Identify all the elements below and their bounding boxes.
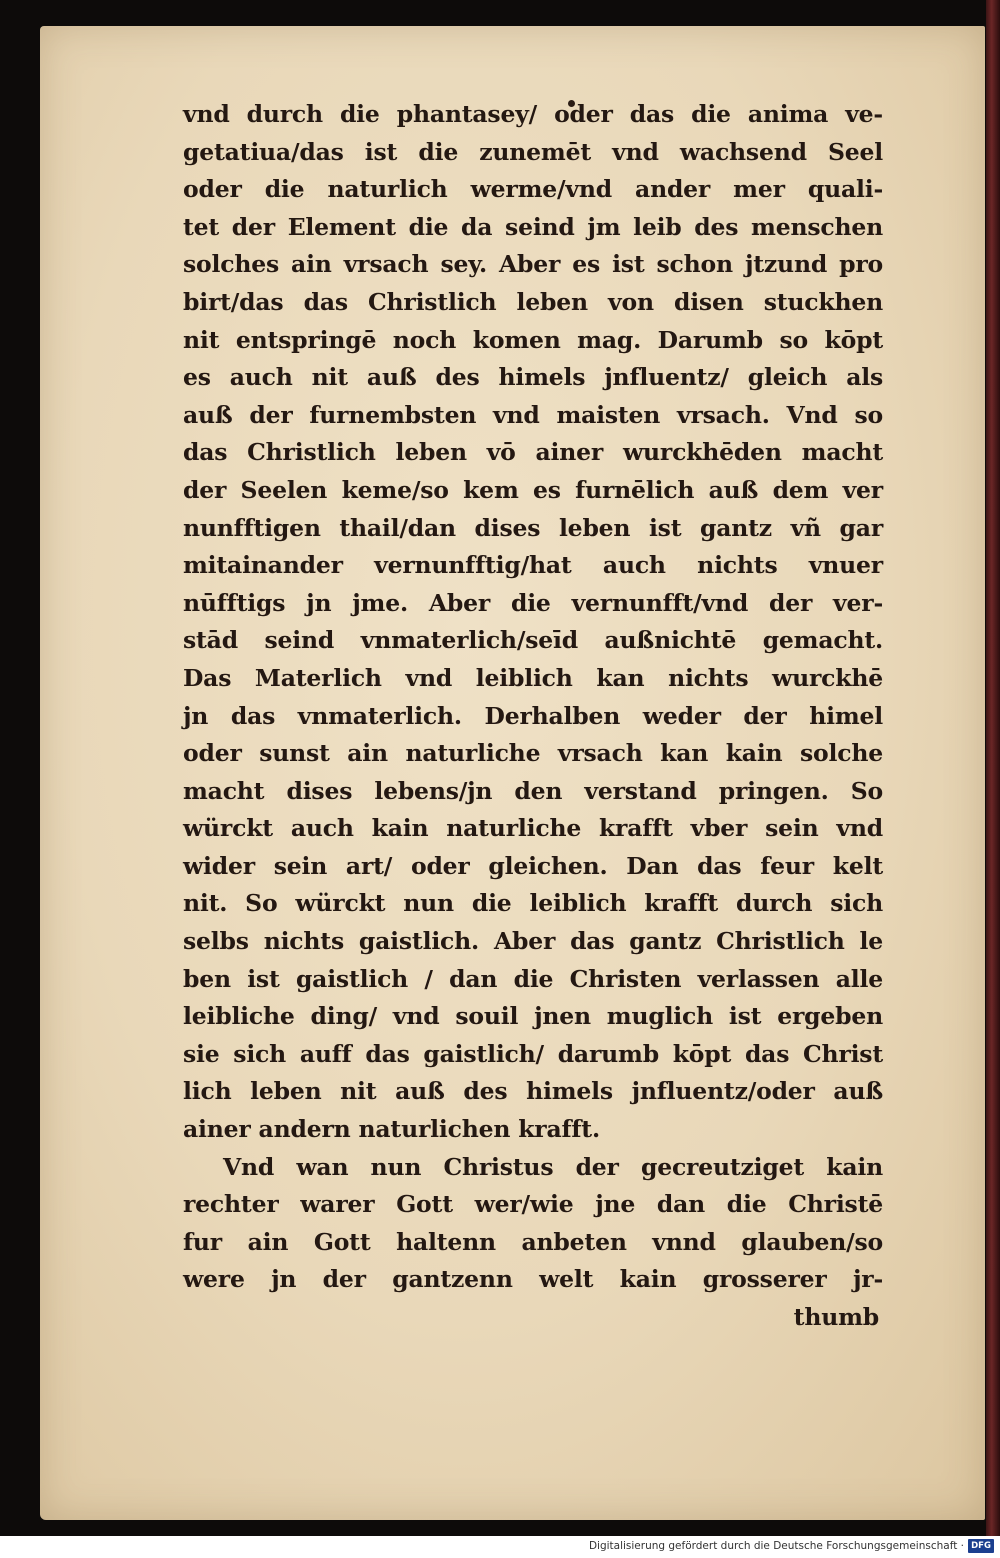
text-line: das Christlich leben vō ainer wurckhēden macht xyxy=(183,438,883,467)
text-line: selbs nichts gaistlich. Aber das gantz Christlich le xyxy=(183,927,883,956)
text-line: nunfftigen thail/dan dises leben ist gantz vñ gar xyxy=(183,513,883,542)
paragraph-start-line: Vnd wan nun Christus der gecreutziget kain xyxy=(223,1152,883,1181)
text-line: tet der Element die da seind jm leib des menschen xyxy=(183,212,883,241)
funding-credit: Digitalisierung gefördert durch die Deutsche Forschungsgemeinschaft · xyxy=(588,1540,964,1552)
text-line: stād seind vnmaterlich/seīd außnichtē gemacht. xyxy=(183,626,883,655)
book-binding-edge xyxy=(986,0,1000,1536)
text-line: vnd durch die phantasey/ oder das die anima ve- xyxy=(183,100,883,128)
text-line: oder sunst ain naturliche vrsach kan kain solche xyxy=(183,739,883,768)
text-line: leibliche ding/ vnd souil jnen muglich ist ergeben xyxy=(183,1002,883,1031)
text-line: Das Materlich vnd leiblich kan nichts wurckhē xyxy=(183,663,883,692)
page-text xyxy=(183,96,883,1337)
footer-bar xyxy=(0,1536,1000,1558)
text-line: mitainander vernunfftig/hat auch nichts vnuer xyxy=(183,551,883,580)
text-line: were jn der gantzenn welt kain grosserer jr- xyxy=(183,1265,883,1294)
text-line: sie sich auff das gaistlich/ darumb kōpt das Christ xyxy=(183,1039,883,1068)
text-line: ben ist gaistlich / dan die Christen verlassen alle xyxy=(183,964,883,993)
text-line: solches ain vrsach sey. Aber es ist schon jtzund pro xyxy=(183,250,883,279)
text-line: jn das vnmaterlich. Derhalben weder der himel xyxy=(183,701,883,730)
text-line: es auch nit auß des himels jnfluentz/ gleich als xyxy=(183,363,883,392)
text-line: nit entspringē noch komen mag. Darumb so kōpt xyxy=(183,325,883,354)
text-line: nit. So würckt nun die leiblich krafft durch sich xyxy=(183,889,883,918)
text-line: würckt auch kain naturliche krafft vber sein vnd xyxy=(183,814,883,843)
dfg-logo: DFG xyxy=(968,1539,994,1553)
text-line: oder die naturlich werme/vnd ander mer quali- xyxy=(183,175,883,204)
text-line: auß der furnembsten vnd maisten vrsach. Vnd so xyxy=(183,400,883,429)
text-line: rechter warer Gott wer/wie jne dan die Christē xyxy=(183,1190,883,1219)
text-line: nūfftigs jn jme. Aber die vernunfft/vnd der ver- xyxy=(183,588,883,617)
text-line: birt/das das Christlich leben von disen stuckhen xyxy=(183,287,883,316)
paragraph-end-line: ainer andern naturlichen krafft. xyxy=(183,1115,600,1144)
text-line: der Seelen keme/so kem es furnēlich auß dem ver xyxy=(183,475,883,504)
text-line: lich leben nit auß des himels jnfluentz/oder auß xyxy=(183,1077,883,1106)
text-line: wider sein art/ oder gleichen. Dan das feur kelt xyxy=(183,851,883,880)
text-line: macht dises lebens/jn den verstand pringen. So xyxy=(183,776,883,805)
text-line: fur ain Gott haltenn anbeten vnnd glauben/so xyxy=(183,1227,883,1256)
catchword: thumb xyxy=(793,1303,879,1331)
text-line: getatiua/das ist die zunemēt vnd wachsend Seel xyxy=(183,137,883,166)
